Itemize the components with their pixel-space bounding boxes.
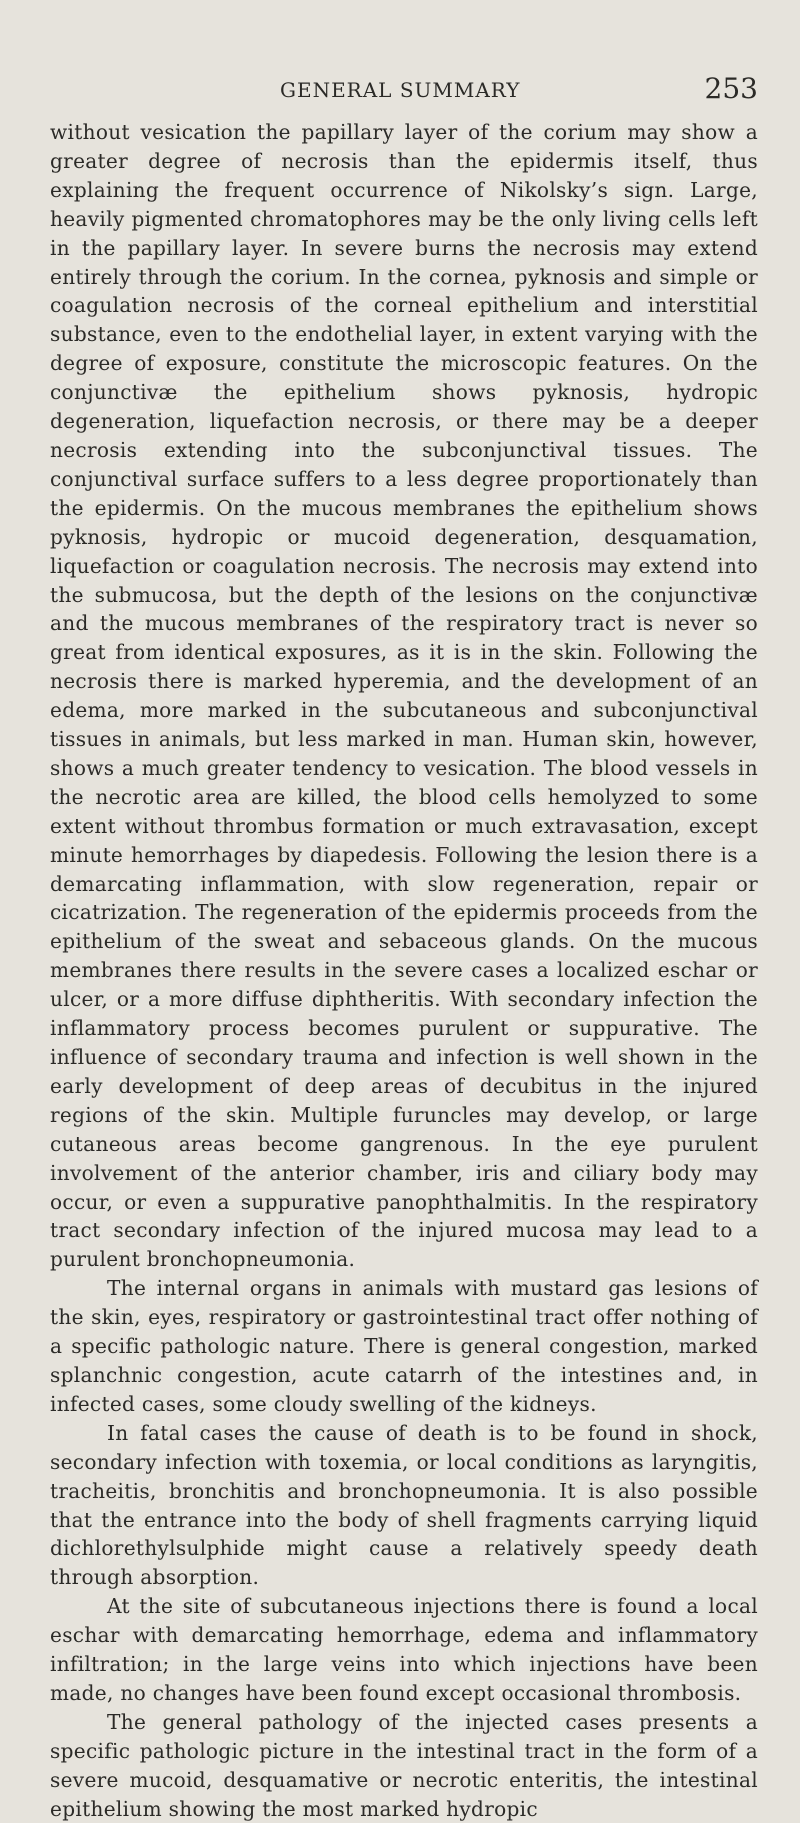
paragraph: The general pathology of the injected cases presents a specific pathologic picture in the intestinal tract in the form of a severe mucoid, desquamative or necrotic enteritis, the intestinal epithelium showing the most marked hydropic <box>50 1709 758 1821</box>
body-text <box>50 118 758 1823</box>
page-number: 253 <box>704 72 758 105</box>
running-head <box>50 72 758 108</box>
paragraph: At the site of subcutaneous injections there is found a local eschar with demarcating hemorrhage, edema and inflammatory infiltration; in the large veins into which injections have been made, no changes have been found except occasional thrombosis. <box>50 1594 758 1705</box>
running-title: GENERAL SUMMARY <box>280 78 521 102</box>
paragraph: without vesication the papillary layer of the corium may show a greater degree of necrosis than the epidermis itself, thus explaining the frequent occurrence of Nikolsky’s sign. Large, heavily pigmented chromatophores may be the only living cells left in the papillary layer. In severe burns the necrosis may extend entirely through the corium. In the cornea, pyknosis and simple or coagulation necrosis of the corneal epithelium and interstitial substance, even to the endothelial layer, in extent varying with the degree of exposure, constitute the microscopic features. On the conjunctivæ the epithelium shows pyknosis, hydropic degeneration, liquefaction necrosis, or there may be a deeper necrosis extending into the subconjunctival tissues. The conjunctival surface suffers to a less degree proportionately than the epidermis. On the mucous membranes the epithelium shows pyknosis, hydropic or mucoid degeneration, desquamation, liquefaction or coagulation necrosis. The necrosis may extend into the submucosa, but the depth of the lesions on the conjunctivæ and the mucous membranes of the respiratory tract is never so great from identical exposures, as it is in the skin. Following the necrosis there is marked hyperemia, and the development of an edema, more marked in the subcutaneous and subconjunctival tissues in animals, but less marked in man. Human skin, however, shows a much greater tendency to vesication. The blood vessels in the necrotic area are killed, the blood cells hemolyzed to some extent without thrombus formation or much extravasation, except minute hemorrhages by diapedesis. Following the lesion there is a demarcating inflammation, with slow regeneration, repair or cicatrization. The regeneration of the epidermis proceeds from the epithelium of the sweat and sebaceous glands. On the mucous membranes there results in the severe cases a localized eschar or ulcer, or a more diffuse diphtheritis. With secondary infection the inflammatory process becomes purulent or suppurative. The influence of secondary trauma and infection is well shown in the early development of deep areas of decubitus in the injured regions of the skin. Multiple furuncles may develop, or large cutaneous areas become gangrenous. In the eye purulent involvement of the anterior chamber, iris and ciliary body may occur, or even a suppurative panophthalmitis. In the respiratory tract secondary infection of the injured mucosa may lead to a purulent bronchopneumonia. <box>50 120 758 1272</box>
paragraph: In fatal cases the cause of death is to be found in shock, secondary infection with toxemia, or local conditions as laryngitis, tracheitis, bronchitis and bronchopneumonia. It is also possible that the entrance into the body of shell fragments carrying liquid dichlorethylsulphide might cause a relatively speedy death through absorption. <box>50 1420 758 1590</box>
paragraph: The internal organs in animals with mustard gas lesions of the skin, eyes, respiratory or gastrointestinal tract offer nothing of a specific pathologic nature. There is general congestion, marked splanchnic congestion, acute catarrh of the intestines and, in infected cases, some cloudy swelling of the kidneys. <box>50 1276 758 1416</box>
